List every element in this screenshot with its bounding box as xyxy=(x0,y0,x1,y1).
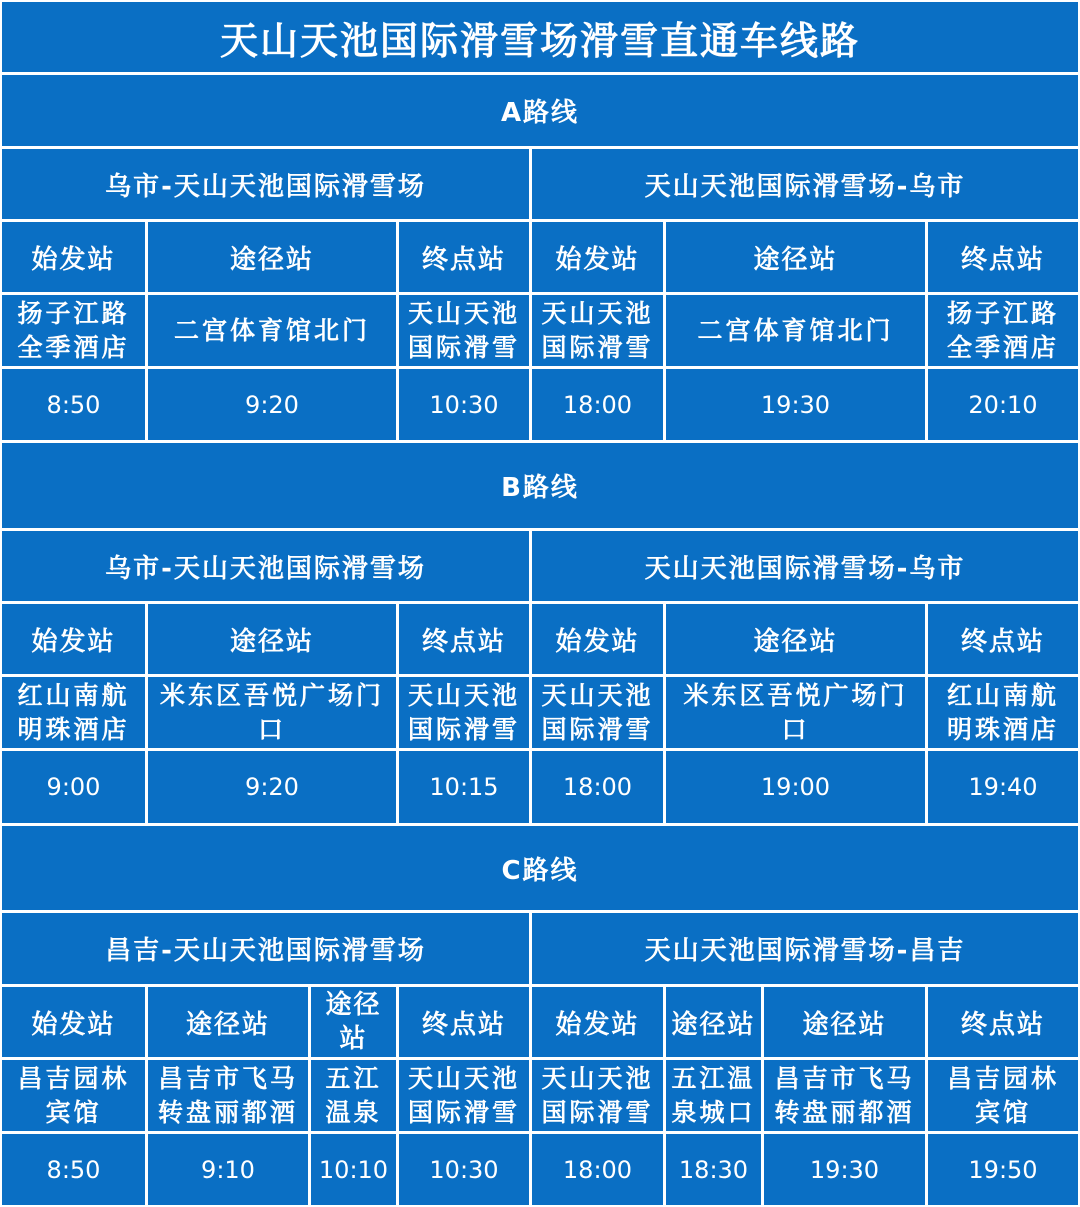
route-a-time-cell-line: 10:30 xyxy=(429,390,499,419)
route-c-time-cell xyxy=(764,1134,925,1205)
route-c-stop-cell-line: 泉城口 xyxy=(671,1097,756,1127)
route-b-time-cell-line: 18:00 xyxy=(562,773,633,801)
route-a-stop-cell xyxy=(148,295,396,366)
route-c-header-cell xyxy=(764,987,925,1057)
route-c-title-line: C路线 xyxy=(501,855,579,886)
route-c-stop-cell-line: 国际滑雪 xyxy=(407,1097,520,1127)
route-c-stop-cell-line: 五江温 xyxy=(671,1063,756,1093)
route-a-header-cell xyxy=(148,222,396,292)
route-c-header-cell xyxy=(399,987,529,1057)
route-a-stop-cell-line: 全季酒店 xyxy=(17,332,130,362)
route-b-title-line: B路线 xyxy=(501,473,579,503)
route-a-stop-cell-line: 全季酒店 xyxy=(946,332,1059,362)
route-c-stop-cell-line: 昌吉园林 xyxy=(946,1063,1059,1093)
route-c-title xyxy=(2,826,1078,910)
route-a-header-cell-line: 终点站 xyxy=(421,244,506,275)
route-b-stop-cell-line: 国际滑雪 xyxy=(407,714,520,744)
route-a-header-cell-line: 始发站 xyxy=(31,244,116,275)
page-title: 天山天池国际滑雪场滑雪直通车线路 xyxy=(2,2,1078,72)
route-b-header-cell-line: 终点站 xyxy=(421,626,506,657)
route-c-time-cell-line: 18:30 xyxy=(678,1155,749,1184)
route-b-stop-cell-line: 口 xyxy=(257,714,286,744)
route-b-stop-cell-line: 明珠酒店 xyxy=(17,714,130,744)
route-c-header-cell-line: 途径站 xyxy=(671,1009,756,1040)
route-c-header-cell-line: 站 xyxy=(339,1024,368,1054)
route-c-header-cell-line: 途径 xyxy=(325,990,382,1020)
route-c-time-cell xyxy=(928,1134,1078,1205)
route-b-time-cell xyxy=(148,751,396,823)
route-a-stop-cell xyxy=(666,295,925,366)
route-a-header-cell xyxy=(399,222,529,292)
route-b-header-cell xyxy=(148,604,396,674)
route-a-stop-cell-line: 扬子江路 xyxy=(17,298,130,328)
route-c-time-cell-line: 9:10 xyxy=(201,1155,255,1184)
route-b-stop-cell-line: 米东区吾悦广场门 xyxy=(159,680,384,710)
route-a-header-cell xyxy=(532,222,663,292)
route-a-time-cell-line: 9:20 xyxy=(245,390,299,419)
route-c-stop-cell-line: 转盘丽都酒 xyxy=(157,1097,298,1127)
route-a-header-cell xyxy=(2,222,145,292)
route-c-stop-cell-line: 转盘丽都酒 xyxy=(774,1097,915,1127)
route-a-return-direction-line: 天山天池国际滑雪场-乌市 xyxy=(644,171,966,202)
route-b-time-cell xyxy=(399,751,529,823)
route-c-stop-cell xyxy=(928,1060,1078,1131)
route-b-header-cell-line: 始发站 xyxy=(555,626,640,657)
route-a-stop-cell-line: 国际滑雪 xyxy=(407,332,520,362)
route-b-title xyxy=(2,443,1078,528)
route-b-stop-cell xyxy=(2,677,145,748)
route-a-stop-cell xyxy=(532,295,663,366)
route-c-return-direction xyxy=(532,913,1078,984)
route-b-header-cell xyxy=(399,604,529,674)
route-a-stop-cell-line: 国际滑雪 xyxy=(541,332,654,362)
route-c-header-cell-line: 终点站 xyxy=(960,1009,1045,1040)
route-b-time-cell-line: 19:40 xyxy=(968,773,1038,801)
route-c-stop-cell-line: 国际滑雪 xyxy=(541,1097,654,1127)
route-c-outbound-direction-line: 昌吉-天山天池国际滑雪场 xyxy=(105,936,426,966)
route-c-header-cell xyxy=(666,987,761,1057)
route-b-time-cell-line: 9:20 xyxy=(245,773,299,801)
route-b-stop-cell xyxy=(399,677,529,748)
route-b-return-direction-line: 天山天池国际滑雪场-乌市 xyxy=(644,553,966,584)
route-c-time-cell-line: 10:30 xyxy=(429,1155,499,1184)
route-b-header-cell-line: 途径站 xyxy=(753,626,838,657)
route-a-outbound-direction xyxy=(2,149,529,219)
route-c-header-cell-line: 途径站 xyxy=(802,1009,887,1040)
route-b-header-cell-line: 途径站 xyxy=(229,626,314,657)
route-c-time-cell-line: 10:10 xyxy=(318,1155,389,1184)
route-a-stop-cell xyxy=(928,295,1078,366)
route-a-time-cell xyxy=(928,369,1078,440)
route-c-stop-cell xyxy=(666,1060,761,1131)
route-b-stop-cell xyxy=(532,677,663,748)
route-b-time-cell xyxy=(928,751,1078,823)
route-a-stop-cell-line: 天山天池 xyxy=(407,298,520,328)
route-c-time-cell xyxy=(148,1134,308,1205)
route-b-time-cell xyxy=(532,751,663,823)
route-c-time-cell xyxy=(666,1134,761,1205)
route-c-stop-cell-line: 天山天池 xyxy=(407,1063,520,1093)
route-c-stop-cell-line: 昌吉园林 xyxy=(17,1063,130,1093)
route-a-time-cell xyxy=(532,369,663,440)
route-c-header-cell xyxy=(532,987,663,1057)
route-b-outbound-direction-line: 乌市-天山天池国际滑雪场 xyxy=(105,553,426,584)
route-b-stop-cell-line: 红山南航 xyxy=(946,680,1059,710)
route-c-time-cell-line: 18:00 xyxy=(562,1155,633,1184)
route-c-stop-cell-line: 天山天池 xyxy=(541,1063,654,1093)
route-b-stop-cell xyxy=(148,677,396,748)
route-b-time-cell-line: 9:00 xyxy=(46,773,101,801)
route-b-stop-cell-line: 天山天池 xyxy=(541,680,654,710)
route-b-time-cell xyxy=(2,751,145,823)
route-a-header-cell xyxy=(928,222,1078,292)
route-a-header-cell-line: 途径站 xyxy=(753,244,838,275)
route-c-header-cell-line: 终点站 xyxy=(421,1009,506,1040)
route-c-stop-cell-line: 宾馆 xyxy=(974,1097,1031,1127)
route-c-time-cell xyxy=(311,1134,396,1205)
route-c-stop-cell xyxy=(311,1060,396,1131)
route-a-header-cell-line: 途径站 xyxy=(229,244,314,275)
route-c-time-cell-line: 8:50 xyxy=(46,1155,101,1184)
route-a-stop-cell xyxy=(2,295,145,366)
route-a-time-cell xyxy=(666,369,925,440)
route-b-header-cell xyxy=(2,604,145,674)
route-b-return-direction xyxy=(532,531,1078,601)
route-c-stop-cell xyxy=(764,1060,925,1131)
route-c-header-cell xyxy=(311,987,396,1057)
route-b-outbound-direction xyxy=(2,531,529,601)
route-b-time-cell-line: 10:15 xyxy=(429,773,499,801)
route-c-stop-cell-line: 昌吉市飞马 xyxy=(774,1063,915,1093)
route-b-header-cell-line: 始发站 xyxy=(31,626,116,657)
route-c-header-cell xyxy=(148,987,308,1057)
route-b-header-cell xyxy=(928,604,1078,674)
route-c-time-cell xyxy=(2,1134,145,1205)
route-a-time-cell-line: 8:50 xyxy=(46,390,101,419)
route-a-time-cell xyxy=(399,369,529,440)
route-a-return-direction xyxy=(532,149,1078,219)
route-c-return-direction-line: 天山天池国际滑雪场-昌吉 xyxy=(644,936,966,966)
route-c-header-cell-line: 途径站 xyxy=(185,1009,270,1040)
route-c-stop-cell xyxy=(399,1060,529,1131)
route-b-stop-cell xyxy=(928,677,1078,748)
route-c-header-cell xyxy=(928,987,1078,1057)
route-c-stop-cell xyxy=(148,1060,308,1131)
route-c-stop-cell-line: 五江 xyxy=(325,1063,382,1093)
route-b-time-cell-line: 19:00 xyxy=(760,773,831,801)
route-a-stop-cell-line: 二宫体育馆北门 xyxy=(173,315,370,345)
route-b-header-cell xyxy=(532,604,663,674)
route-c-header-cell-line: 始发站 xyxy=(31,1009,116,1040)
route-a-title-line: A路线 xyxy=(500,98,580,128)
route-b-stop-cell-line: 红山南航 xyxy=(17,680,130,710)
route-c-time-cell xyxy=(399,1134,529,1205)
route-c-header-cell-line: 始发站 xyxy=(555,1009,640,1040)
route-a-time-cell-line: 20:10 xyxy=(968,390,1038,419)
route-b-stop-cell-line: 口 xyxy=(781,714,810,744)
route-a-header-cell-line: 始发站 xyxy=(555,244,640,275)
route-a-stop-cell-line: 二宫体育馆北门 xyxy=(697,315,894,345)
route-c-time-cell-line: 19:30 xyxy=(809,1155,880,1184)
route-c-header-cell xyxy=(2,987,145,1057)
route-a-stop-cell-line: 扬子江路 xyxy=(946,298,1059,328)
route-c-stop-cell-line: 温泉 xyxy=(325,1097,382,1127)
route-b-stop-cell-line: 米东区吾悦广场门 xyxy=(683,680,908,710)
route-a-time-cell xyxy=(2,369,145,440)
route-a-outbound-direction-line: 乌市-天山天池国际滑雪场 xyxy=(105,171,426,202)
route-a-stop-cell-line: 天山天池 xyxy=(541,298,654,328)
route-b-time-cell xyxy=(666,751,925,823)
route-a-time-cell xyxy=(148,369,396,440)
route-c-stop-cell xyxy=(532,1060,663,1131)
route-c-time-cell-line: 19:50 xyxy=(968,1155,1038,1184)
route-b-stop-cell xyxy=(666,677,925,748)
route-b-stop-cell-line: 国际滑雪 xyxy=(541,714,654,744)
route-a-stop-cell xyxy=(399,295,529,366)
route-c-stop-cell-line: 昌吉市飞马 xyxy=(157,1063,298,1093)
route-b-stop-cell-line: 天山天池 xyxy=(407,680,520,710)
route-c-time-cell xyxy=(532,1134,663,1205)
route-b-header-cell xyxy=(666,604,925,674)
route-c-outbound-direction xyxy=(2,913,529,984)
route-c-stop-cell xyxy=(2,1060,145,1131)
route-b-header-cell-line: 终点站 xyxy=(960,626,1045,657)
route-b-stop-cell-line: 明珠酒店 xyxy=(946,714,1059,744)
route-c-stop-cell-line: 宾馆 xyxy=(45,1097,102,1127)
route-a-time-cell-line: 19:30 xyxy=(760,390,831,419)
route-a-header-cell xyxy=(666,222,925,292)
route-a-title xyxy=(2,75,1078,146)
route-a-header-cell-line: 终点站 xyxy=(960,244,1045,275)
route-a-time-cell-line: 18:00 xyxy=(562,390,633,419)
